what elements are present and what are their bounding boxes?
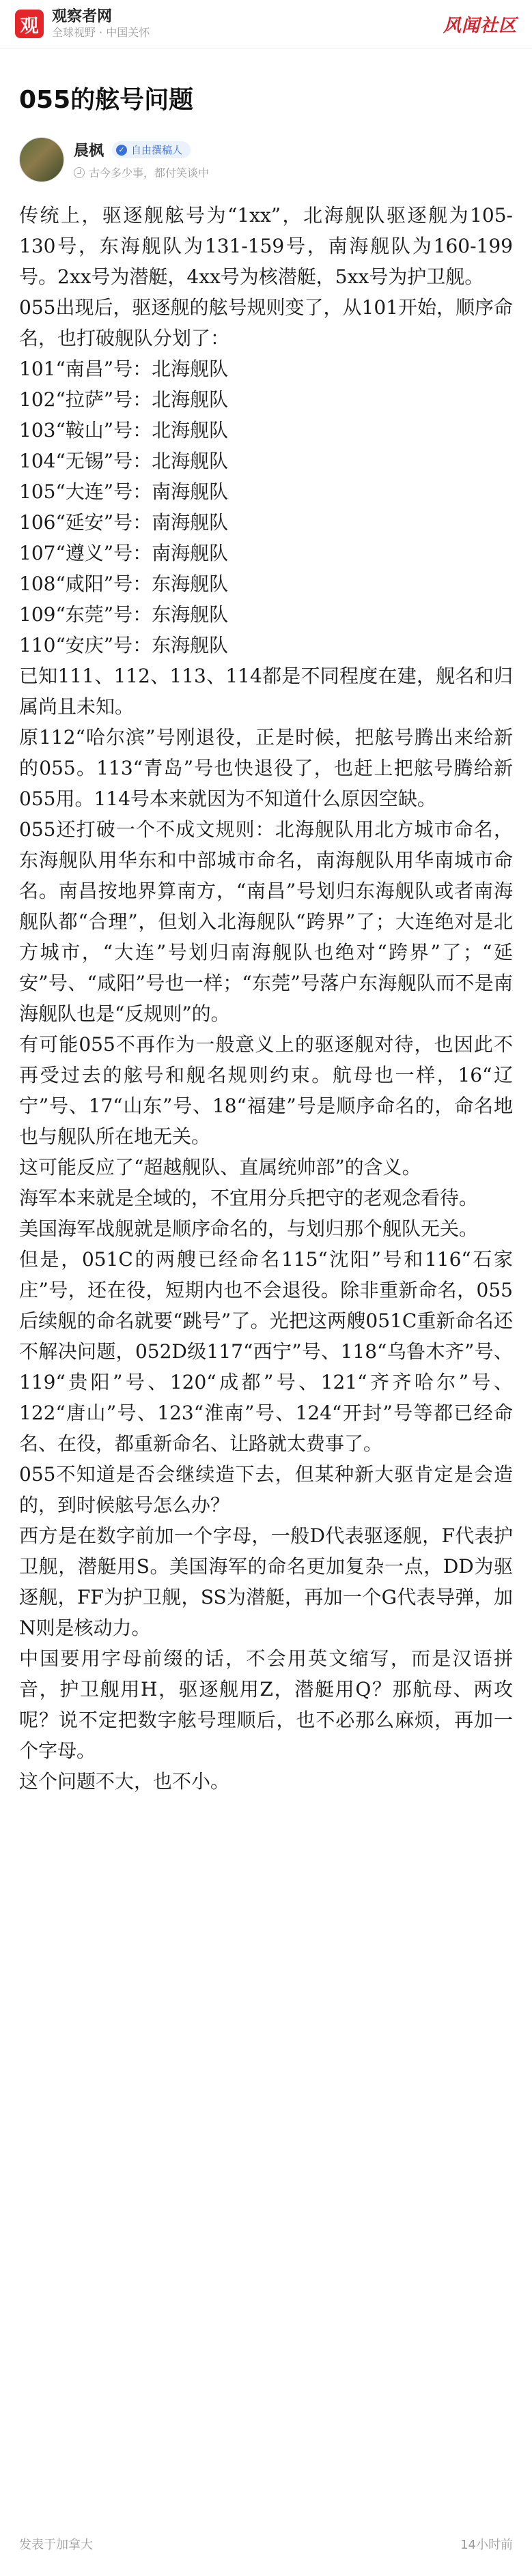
- paragraph: 已知111、112、113、114都是不同程度在建，舰名和归属尚且未知。: [19, 665, 513, 718]
- publish-location: 发表于加拿大: [19, 2538, 93, 2552]
- site-name: 观察者网: [52, 8, 113, 25]
- paragraph: 107“遵义”号：南海舰队: [19, 542, 229, 564]
- paragraph: 055不知道是否会继续造下去，但某种新大驱肯定是会造的，到时候舷号怎么办？: [19, 1463, 513, 1516]
- paragraph: 这可能反应了“超越舰队、直属统帅部”的含义。: [19, 1156, 421, 1178]
- author-bio-text: 古今多少事，都付笑谈中: [89, 167, 210, 179]
- paragraph: 但是，051C的两艘已经命名115“沈阳”号和116“石家庄”号，还在役，短期内也不会退役。除非重新命名，055后续舰的命名就要“跳号”了。光把这两艘051C重新命名还不解决问题，052D级117“西宁”号、118“乌鲁木齐”号、119“贵阳”号、120“成都”号、121“齐齐哈尔”号、122“唐山”号、123“淮南”号、124“开封”号等都已经命名、在役，都重新命名、让路就太费事了。: [19, 1248, 513, 1455]
- author-badge: [112, 141, 191, 158]
- article-title: 055的舷号问题: [19, 86, 194, 114]
- author-line: [74, 139, 209, 160]
- paragraph: 102“拉萨”号：北海舰队: [19, 388, 229, 411]
- top-bar: [0, 0, 532, 48]
- paragraph: 这个问题不大，也不小。: [19, 1770, 230, 1793]
- author-block[interactable]: [19, 137, 513, 182]
- paragraph: 055出现后，驱逐舰的舷号规则变了，从101开始，顺序命名，也打破舰队分划了：: [19, 296, 513, 349]
- author-name[interactable]: 晨枫: [74, 143, 104, 160]
- author-bio: [74, 164, 209, 180]
- paragraph: 104“无锡”号：北海舰队: [19, 450, 229, 472]
- paragraph: 中国要用字母前缀的话，不会用英文缩写，而是汉语拼音，护卫舰用H，驱逐舰用Z，潜艇用Q？那航母、两攻呢？说不定把数字舷号理顺后，也不必那么麻烦，再加一个字母。: [19, 1647, 513, 1762]
- avatar[interactable]: [19, 137, 64, 182]
- paragraph: 海军本来就是全域的，不宜用分兵把守的老观念看待。: [19, 1187, 479, 1209]
- site-slogan: 全球视野 · 中国关怀: [52, 26, 150, 39]
- paragraph: 有可能055不再作为一般意义上的驱逐舰对待，也因此不再受过去的舷号和舰名规则约束。航母也一样，16“辽宁”号、17“山东”号、18“福建”号是顺序命名的，命名地也与舰队所在地无关。: [19, 1033, 513, 1148]
- paragraph: 110“安庆”号：东海舰队: [19, 634, 229, 656]
- site-brand[interactable]: [52, 8, 150, 40]
- paragraph: 105“大连”号：南海舰队: [19, 480, 229, 503]
- paragraph: 103“鞍山”号：北海舰队: [19, 419, 229, 442]
- paragraph: 美国海军战舰就是顺序命名的，与划归那个舰队无关。: [19, 1217, 479, 1240]
- paragraph: 传统上，驱逐舰舷号为“1xx”，北海舰队驱逐舰为105-130号，东海舰队为131-159号，南海舰队为160-199号。2xx号为潜艇，4xx号为核潜艇，5xx号为护卫舰。: [19, 204, 513, 288]
- paragraph: 108“咸阳”号：东海舰队: [19, 573, 229, 595]
- article-content: [19, 200, 513, 1797]
- community-logo[interactable]: 风闻社区: [443, 15, 517, 36]
- paragraph: 101“南昌”号：北海舰队: [19, 358, 229, 380]
- clock-icon: [74, 167, 85, 178]
- paragraph: 西方是在数字前加一个字母，一般D代表驱逐舰，F代表护卫舰，潜艇用S。美国海军的命名更加复杂一点，DD为驱逐舰，FF为护卫舰，SS为潜艇，再加一个G代表导弹，加N则是核动力。: [19, 1524, 513, 1639]
- article-footer: [0, 2530, 532, 2558]
- site-logo-icon[interactable]: 观: [15, 10, 44, 38]
- publish-time: 14小时前: [460, 2538, 513, 2552]
- paragraph: 原112“哈尔滨”号刚退役，正是时候，把舷号腾出来给新的055。113“青岛”号也快退役了，也赶上把舷号腾给新055用。114号本来就因为不知道什么原因空缺。: [19, 726, 513, 810]
- paragraph: 055还打破一个不成文规则：北海舰队用北方城市命名，东海舰队用华东和中部城市命名，南海舰队用华南城市命名。南昌按地界算南方，“南昌”号划归东海舰队或者南海舰队都“合理”，但划入北海舰队“跨界”了；大连绝对是北方城市，“大连”号划归南海舰队也绝对“跨界”了；“延安”号、“咸阳”号也一样；“东莞”号落户东海舰队而不是南海舰队也是“反规则”的。: [19, 818, 513, 1025]
- paragraph: 109“东莞”号：东海舰队: [19, 603, 229, 626]
- author-badge-label: 自由撰稿人: [131, 144, 183, 156]
- author-info: [74, 139, 209, 180]
- paragraph: 106“延安”号：南海舰队: [19, 511, 229, 534]
- verified-icon: ✓: [116, 145, 127, 156]
